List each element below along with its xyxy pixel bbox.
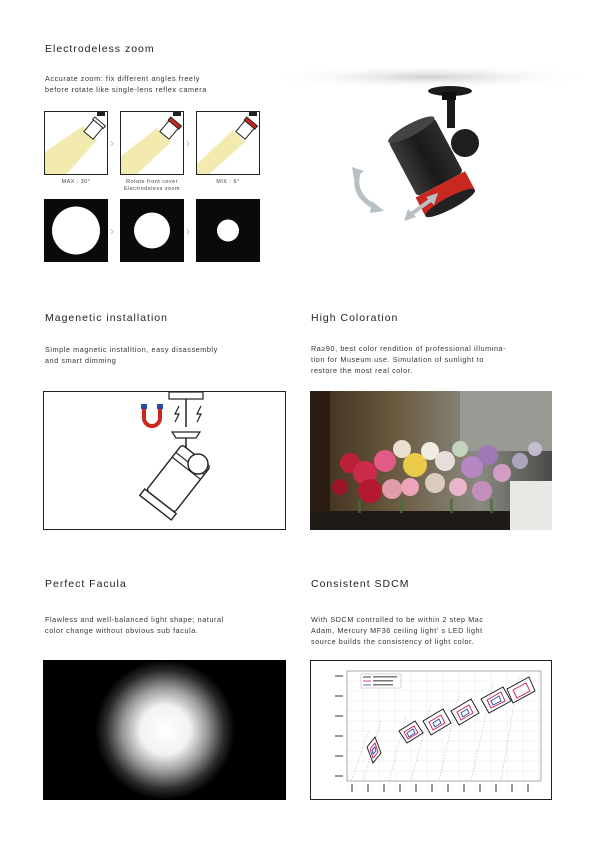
magnetic-install-illustration	[44, 392, 286, 530]
zoom-description	[45, 73, 207, 95]
beam-angle-max-box	[44, 111, 108, 175]
arrow-right-icon: ›	[186, 136, 190, 150]
beam-rotate-illustration	[121, 112, 184, 175]
magnetic-diagram	[43, 391, 286, 530]
spotlight-product-image	[260, 55, 595, 230]
sdcm-desc-line-1: With SDCM controlled to be within 2 step Mac	[311, 615, 484, 624]
coloration-title: High Coloration	[311, 312, 399, 324]
magnetic-title: Magenetic installation	[45, 312, 168, 324]
caption-rotate-line-2: Electrodeless zoom	[123, 186, 181, 192]
magnetic-description	[45, 344, 218, 366]
product-render	[260, 55, 595, 230]
beam-max-illustration	[45, 112, 108, 175]
zoom-desc-line-2: before rotate like single-lens reflex camera	[45, 85, 207, 94]
lightning-icon	[175, 406, 179, 422]
facula-title: Perfect Facula	[45, 578, 127, 590]
arrow-right-icon: ›	[110, 136, 114, 150]
spot-small	[217, 220, 239, 242]
facula-description	[45, 614, 224, 636]
sdcm-description	[311, 614, 484, 647]
flower-shop-image	[310, 391, 552, 530]
spot-medium-box	[120, 199, 184, 262]
coloration-desc-line-3: restore the most real color.	[311, 366, 413, 375]
facula-desc-line-1: Flawless and well-balanced light shape; natural	[45, 615, 224, 624]
zoom-desc-line-1: Accurate zoom: fix different angles freely	[45, 74, 200, 83]
coloration-description	[311, 343, 506, 376]
flower-shop-photo	[310, 391, 552, 530]
arrow-right-icon: ›	[186, 224, 190, 238]
magnetic-desc-line-2: and smart dimming	[45, 356, 117, 365]
sdcm-chart-frame	[310, 660, 552, 800]
beam-rotate-box	[120, 111, 184, 175]
magnetic-desc-line-1: Simple magnetic installtion, easy disassembly	[45, 345, 218, 354]
spot-small-box	[196, 199, 260, 262]
coloration-desc-line-2: tion for Museum use. Simulation of sunlight to	[311, 355, 485, 364]
beam-min-illustration	[197, 112, 260, 175]
caption-max: MAX : 30°	[61, 179, 91, 185]
spot-large-box	[44, 199, 108, 262]
caption-rotate-line-1: Rotate front cover	[126, 179, 178, 185]
facula-desc-line-2: color change without obvious sub facula.	[45, 626, 199, 635]
beam-angle-min-box	[196, 111, 260, 175]
sdcm-chromaticity-chart	[311, 661, 552, 800]
sdcm-desc-line-3: source builds the consistency of light color.	[311, 637, 475, 646]
magnet-icon	[141, 404, 163, 426]
zoom-title: Electrodeless zoom	[45, 43, 155, 55]
spot-medium	[134, 213, 170, 249]
light-spot-image	[43, 660, 286, 800]
sdcm-desc-line-2: Adam, Mercury MF36 ceiling light’ s LED light	[311, 626, 483, 635]
caption-rotate	[112, 179, 192, 193]
sdcm-title: Consistent SDCM	[311, 578, 410, 590]
lightning-icon	[197, 406, 201, 422]
caption-min: MIX : 6°	[216, 179, 240, 185]
coloration-desc-line-1: Ra≥90, best color rendition of professional illumina-	[311, 344, 507, 353]
arrow-right-icon: ›	[110, 224, 114, 238]
spot-large	[52, 207, 100, 255]
facula-image	[43, 660, 286, 800]
